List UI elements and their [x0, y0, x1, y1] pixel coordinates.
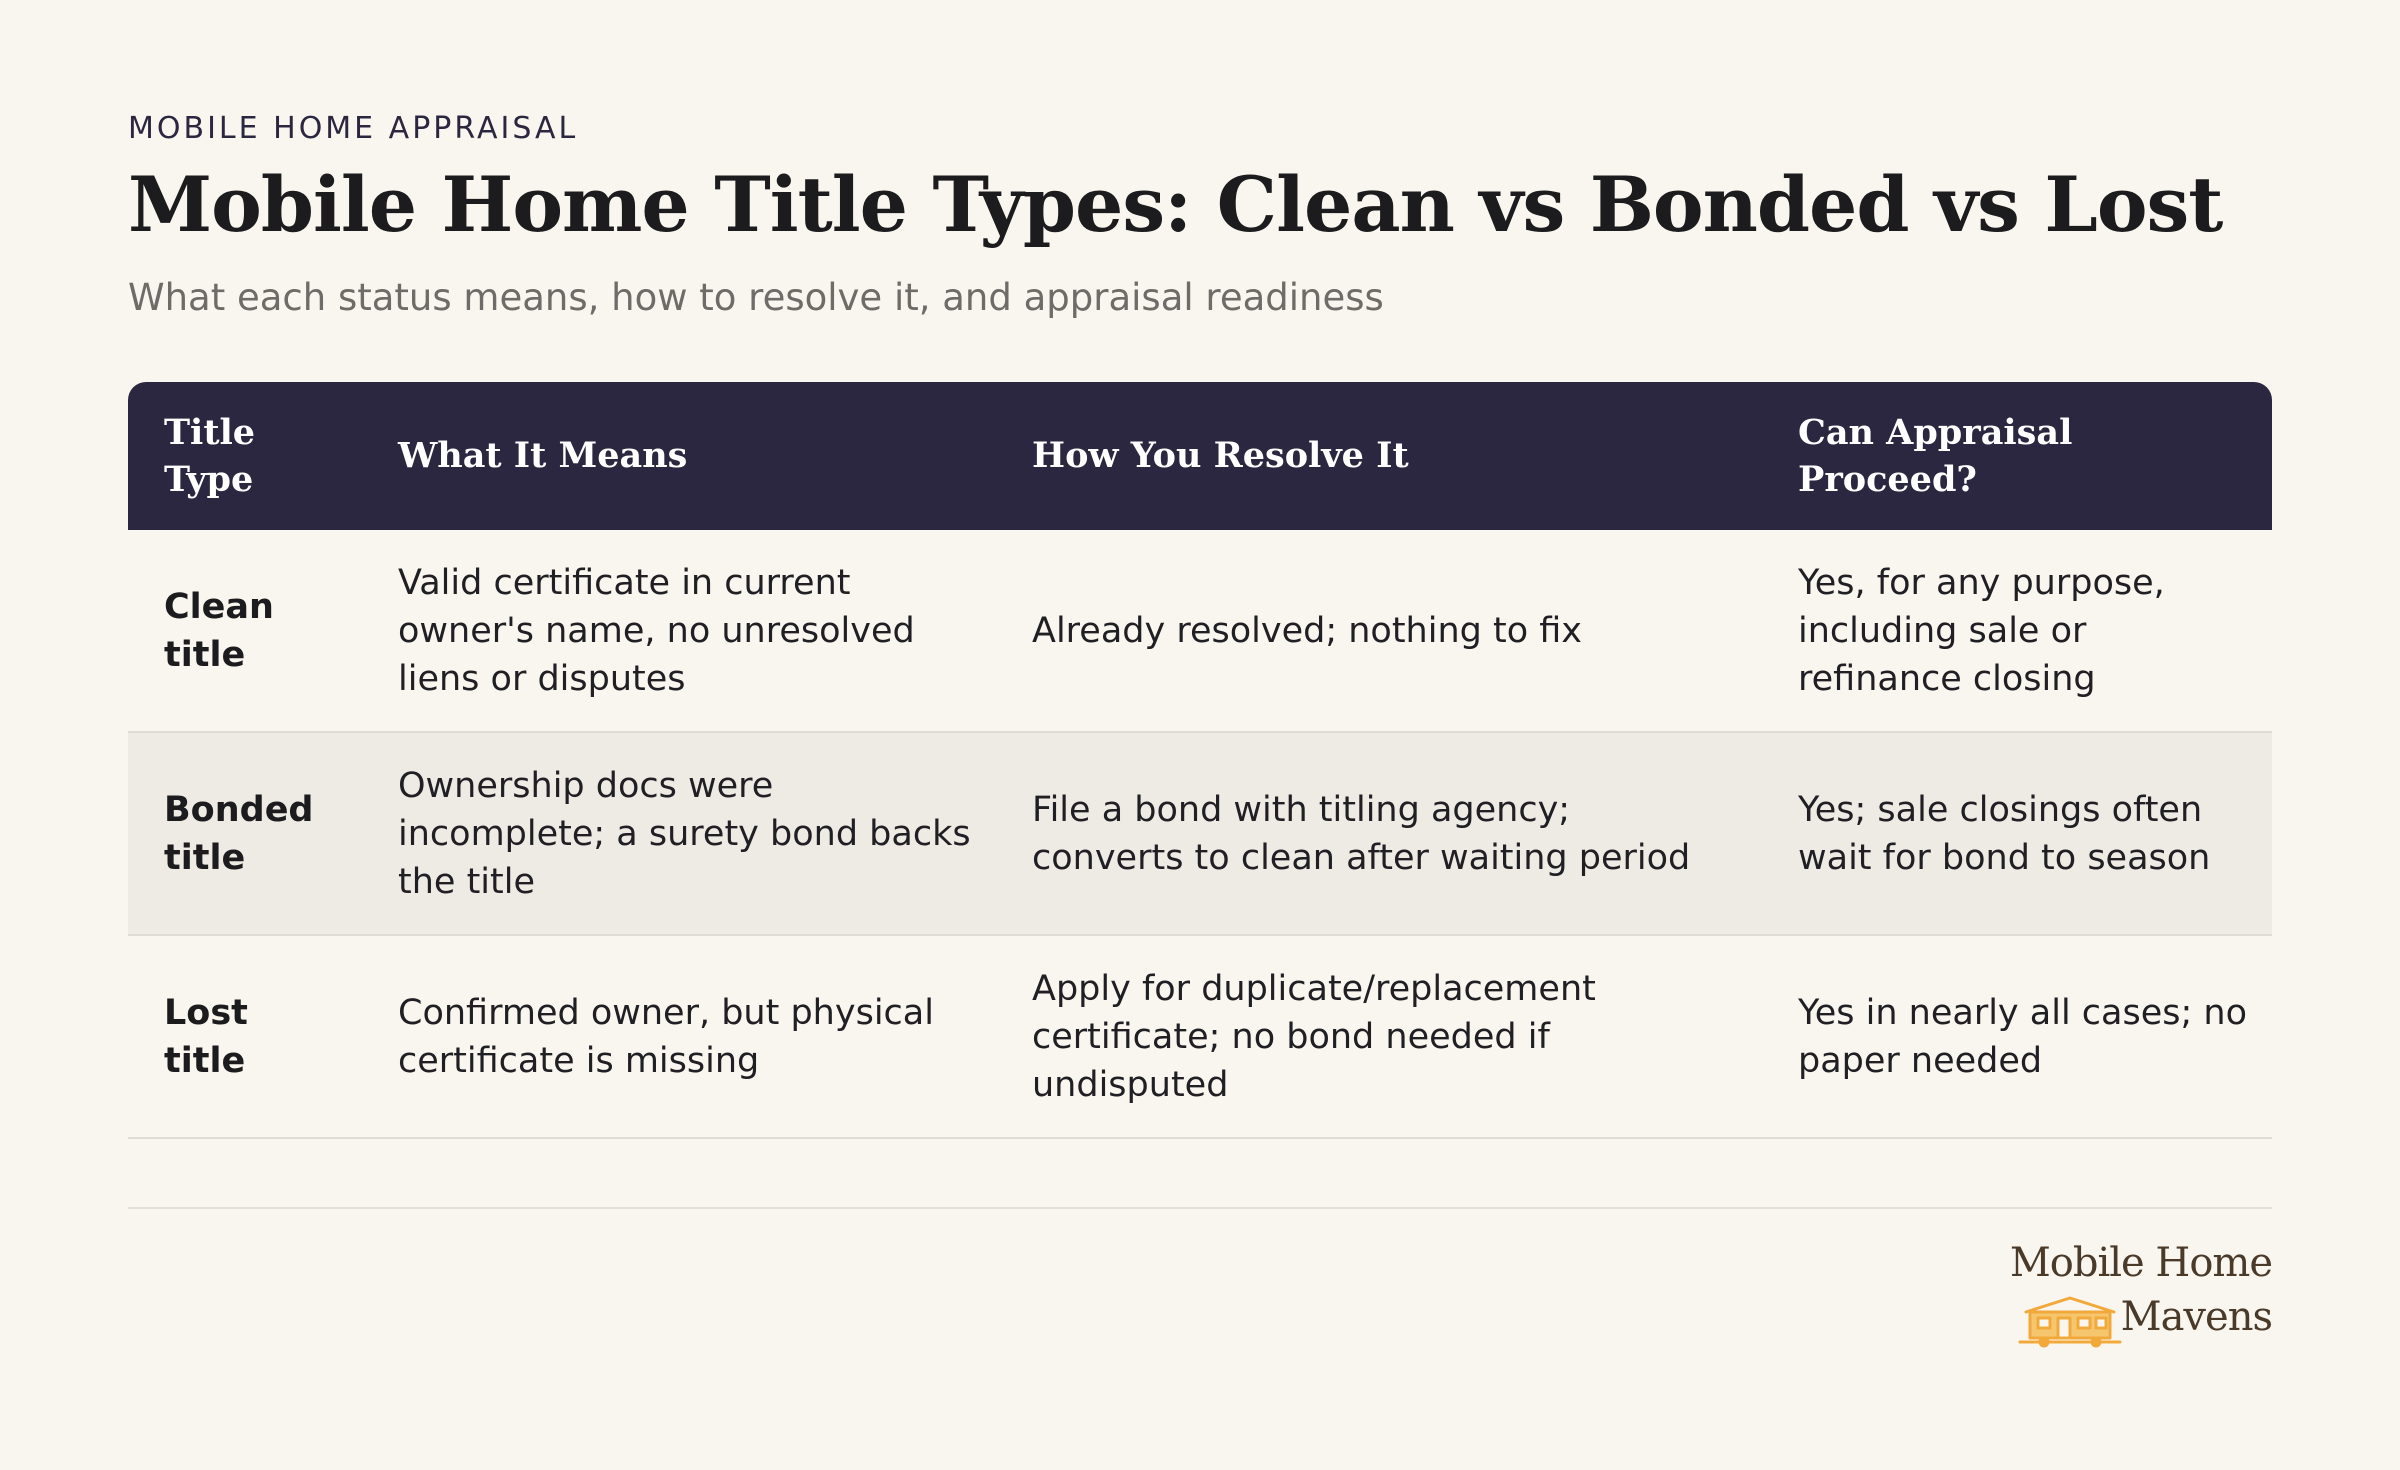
cell-how-you-resolve-it: Apply for duplicate/replacement certificate; no bond needed if undisputed: [1032, 968, 1596, 1105]
table-row: [128, 936, 2272, 1139]
cell-can-appraisal-proceed: Yes; sale closings often wait for bond to season: [1798, 789, 2211, 878]
cell-can-appraisal-proceed: Yes, for any purpose, including sale or refinance closing: [1798, 562, 2165, 699]
footer-divider: [128, 1207, 2272, 1209]
cell-what-it-means: Ownership docs were incomplete; a surety bond backs the title: [398, 765, 971, 902]
page-title: Mobile Home Title Types: Clean vs Bonded vs Lost: [128, 160, 2223, 249]
column-header-how-you-resolve-it: How You Resolve It: [1032, 435, 1409, 477]
table-header: [128, 382, 2272, 530]
cell-how-you-resolve-it: File a bond with titling agency; converts to clean after waiting period: [1032, 789, 1691, 878]
logo-text-line2: Mavens: [2120, 1294, 2272, 1340]
page: [128, 0, 2272, 1470]
mobile-home-icon: [2018, 1292, 2122, 1348]
brand-logo: [1972, 1240, 2272, 1360]
cell-title-type: Lost title: [164, 992, 248, 1081]
column-header-what-it-means: What It Means: [398, 435, 688, 477]
table-row: [128, 733, 2272, 936]
column-header-can-appraisal-proceed: Can Appraisal Proceed?: [1798, 411, 2073, 500]
title-types-table: [128, 382, 2272, 1139]
cell-title-type: Bonded title: [164, 789, 314, 878]
cell-title-type: Clean title: [164, 586, 274, 675]
logo-text-line1: Mobile Home: [2009, 1240, 2272, 1286]
column-header-title-type: Title Type: [164, 411, 256, 500]
cell-how-you-resolve-it: Already resolved; nothing to fix: [1032, 610, 1583, 651]
cell-what-it-means: Valid certificate in current owner's name, no unresolved liens or disputes: [398, 562, 915, 699]
cell-can-appraisal-proceed: Yes in nearly all cases; no paper needed: [1798, 992, 2248, 1081]
eyebrow: MOBILE HOME APPRAISAL: [128, 111, 579, 146]
page-subtitle: What each status means, how to resolve it, and appraisal readiness: [128, 276, 1384, 319]
cell-what-it-means: Confirmed owner, but physical certificate is missing: [398, 992, 934, 1081]
table-row: [128, 530, 2272, 733]
